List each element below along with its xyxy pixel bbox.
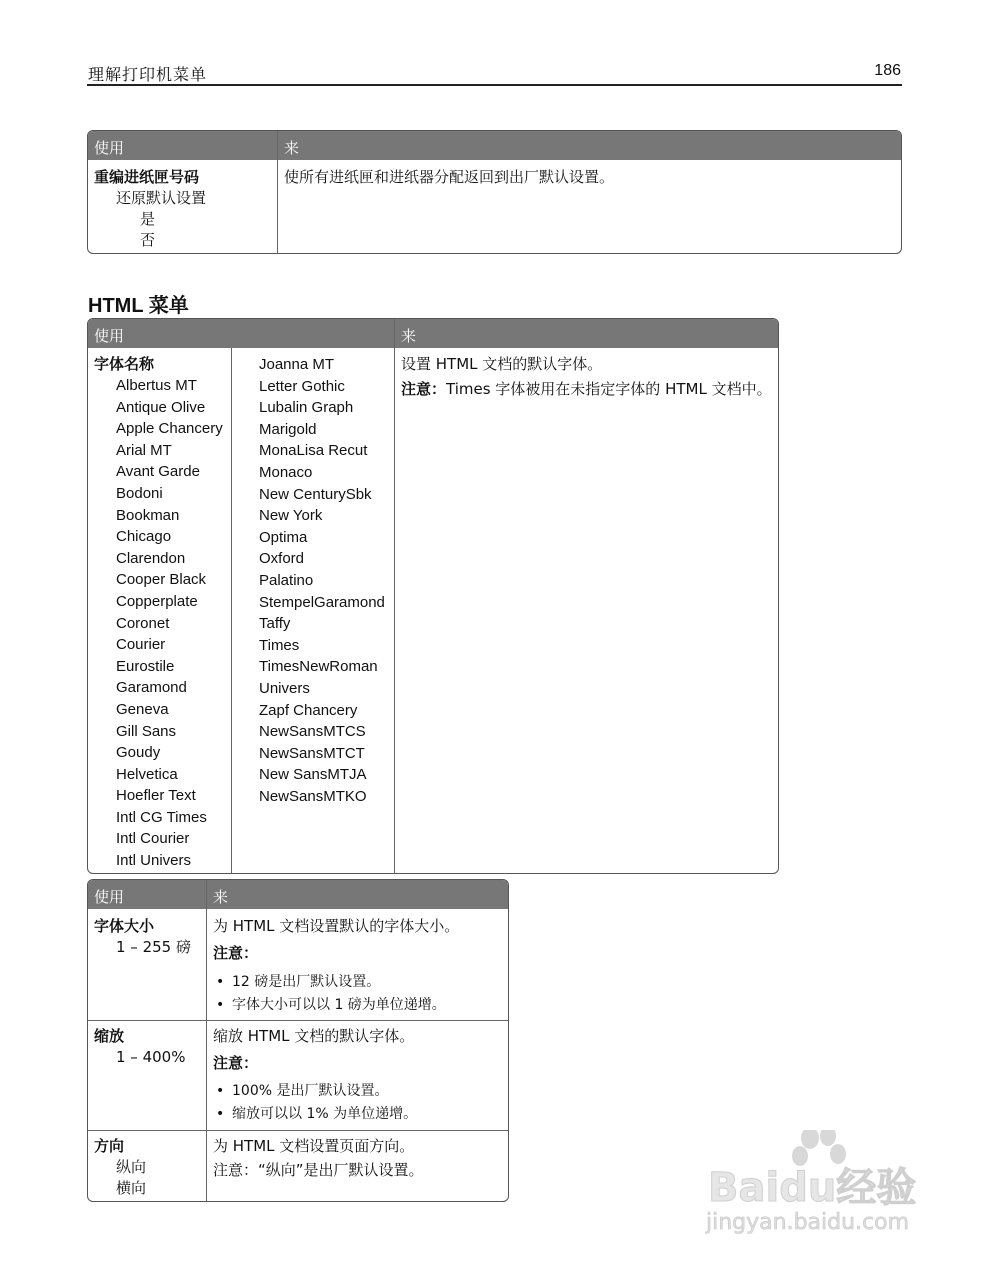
menu-item-name: 字体大小 [94, 917, 155, 935]
font-option: Arial MT [116, 441, 172, 459]
font-option: Apple Chancery [116, 420, 223, 438]
font-list-divider [231, 348, 232, 873]
table-header [88, 880, 508, 909]
font-option: NewSansMTCT [259, 744, 365, 762]
note-bullet: • 12 磅是出厂默认设置。 [216, 971, 446, 994]
watermark-url: jingyan.baidu.com [706, 1210, 910, 1235]
column-header-to: 来 [213, 888, 229, 906]
font-option: Helvetica [116, 765, 178, 783]
column-divider [206, 880, 207, 1201]
font-option: Monaco [259, 463, 313, 481]
font-option: MonaLisa Recut [259, 442, 368, 460]
font-option: Eurostile [116, 657, 175, 675]
baidu-watermark [700, 1130, 940, 1240]
font-option: Intl Univers [116, 852, 192, 870]
menu-item-name: 缩放 [94, 1027, 125, 1045]
font-option: Cooper Black [116, 571, 207, 589]
section-title: HTML 菜单 [88, 295, 189, 317]
row-divider [88, 1130, 508, 1131]
menu-item-description: 使所有进纸匣和进纸器分配返回到出厂默认设置。 [284, 168, 615, 186]
font-option: Clarendon [116, 549, 186, 567]
font-option: Intl CG Times [116, 808, 207, 826]
font-option: Antique Olive [116, 398, 206, 416]
font-option: New CenturySbk [259, 485, 372, 503]
font-option: Letter Gothic [259, 377, 345, 395]
html-font-table [87, 318, 779, 874]
menu-item-name: 重编进纸匣号码 [94, 168, 200, 186]
column-header-use: 使用 [94, 327, 125, 345]
font-option: Univers [259, 679, 310, 697]
paper-tray-table [87, 130, 902, 254]
column-header-to: 来 [401, 327, 417, 345]
column-header-to: 来 [284, 139, 300, 157]
page-number: 186 [874, 62, 901, 79]
menu-option-value: 否 [140, 231, 156, 249]
menu-item-description: 为 HTML 文档设置默认的字体大小。 [213, 917, 460, 935]
font-option: Times [259, 636, 300, 654]
font-option: Bodoni [116, 484, 163, 502]
watermark-brand: Baidu经验 [708, 1165, 917, 1211]
font-option: Avant Garde [116, 463, 200, 481]
menu-option-value: 是 [140, 210, 156, 228]
menu-item-description: 缩放 HTML 文档的默认字体。 [213, 1027, 415, 1045]
font-option: Optima [259, 528, 308, 546]
menu-option: 纵向 [116, 1158, 147, 1176]
font-list-left [116, 375, 223, 872]
note-bullet: • 100% 是出厂默认设置。 [216, 1080, 417, 1103]
font-option: Bookman [116, 506, 180, 524]
font-option: Marigold [259, 420, 317, 438]
header-divider [87, 84, 902, 86]
font-option: Courier [116, 636, 166, 654]
font-option: Garamond [116, 679, 187, 697]
column-divider [277, 131, 278, 253]
font-option: New York [259, 507, 323, 525]
menu-item-name: 方向 [94, 1137, 125, 1155]
font-list-right [259, 354, 385, 807]
font-option: Intl Courier [116, 830, 190, 848]
table-header [88, 319, 778, 348]
row-divider [88, 1020, 508, 1021]
font-option: Geneva [116, 700, 169, 718]
menu-option: 横向 [116, 1179, 147, 1197]
menu-option: 还原默认设置 [116, 189, 207, 207]
font-option: Taffy [259, 615, 291, 633]
font-option: Palatino [259, 571, 314, 589]
font-option: Goudy [116, 744, 161, 762]
note [401, 379, 772, 400]
note: 注意：“纵向”是出厂默认设置。 [213, 1161, 424, 1179]
menu-option-value: 1 – 400% [116, 1048, 186, 1066]
note-text: Times 字体被用在未指定字体的 HTML 文档中。 [446, 380, 772, 398]
note-label: 注意： [213, 944, 259, 962]
font-option: StempelGaramond [259, 593, 385, 611]
font-option: Zapf Chancery [259, 701, 358, 719]
font-option: TimesNewRoman [259, 658, 378, 676]
font-option: Hoefler Text [116, 787, 196, 805]
note-label: 注意： [401, 380, 447, 398]
note-bullet: • 字体大小可以以 1 磅为单位递增。 [216, 994, 446, 1017]
note-label: 注意： [213, 1054, 259, 1072]
note-bullet: • 缩放可以以 1% 为单位递增。 [216, 1103, 417, 1126]
menu-option-value: 1 – 255 磅 [116, 938, 191, 956]
menu-item-description: 为 HTML 文档设置页面方向。 [213, 1137, 415, 1155]
menu-item-name: 字体名称 [94, 355, 155, 373]
column-header-use: 使用 [94, 139, 125, 157]
html-settings-table [87, 879, 509, 1202]
table-header [88, 131, 901, 160]
font-option: Albertus MT [116, 377, 197, 394]
font-option: Joanna MT [259, 356, 335, 373]
font-option: Copperplate [116, 592, 198, 610]
font-option: Gill Sans [116, 722, 177, 740]
column-divider [394, 319, 395, 873]
font-option: Chicago [116, 528, 172, 546]
column-header-use: 使用 [94, 888, 125, 906]
font-option: NewSansMTKO [259, 787, 367, 805]
font-option: Lubalin Graph [259, 399, 354, 417]
page-header-title: 理解打印机菜单 [88, 65, 208, 84]
note-bullets [216, 1080, 417, 1126]
font-option: NewSansMTCS [259, 723, 366, 741]
font-option: Oxford [259, 550, 305, 568]
font-option: Coronet [116, 614, 170, 632]
menu-item-description: 设置 HTML 文档的默认字体。 [401, 355, 603, 373]
note-bullets [216, 971, 446, 1017]
font-option: New SansMTJA [259, 766, 367, 784]
